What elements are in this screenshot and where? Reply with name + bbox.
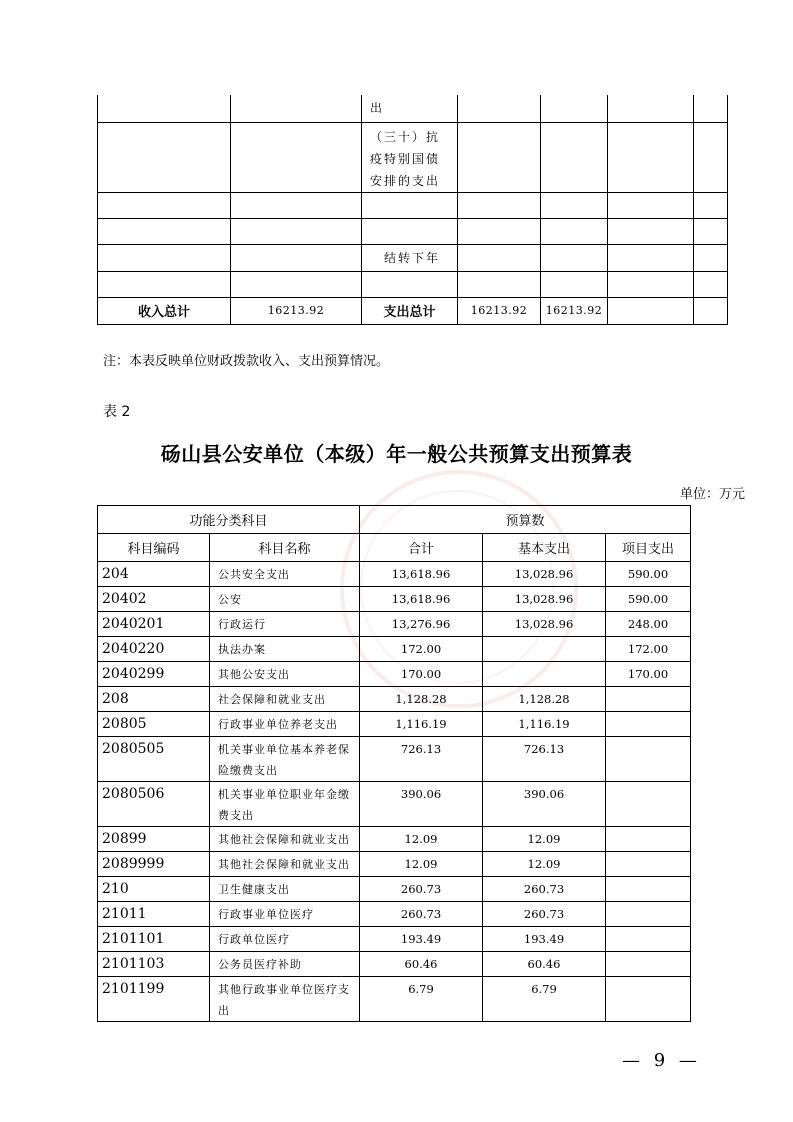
header-budget: 预算数: [360, 506, 691, 534]
table-row: [98, 902, 691, 927]
header-total: 合计: [360, 534, 483, 562]
subject-name: 其他社会保障和就业支出: [210, 827, 360, 852]
table-row: [98, 827, 691, 852]
table-row: [98, 562, 691, 587]
table-row: [98, 712, 691, 737]
subject-code: 2040299: [98, 662, 210, 687]
subject-code: 20402: [98, 587, 210, 612]
project-value: [606, 782, 691, 827]
total-value: 260.73: [360, 902, 483, 927]
subject-code: 2040220: [98, 637, 210, 662]
table-row: [98, 637, 691, 662]
table-row: [98, 662, 691, 687]
project-value: [606, 902, 691, 927]
basic-value: 1,116.19: [483, 712, 606, 737]
income-total-value: 16213.92: [231, 297, 362, 324]
expense-item: [362, 192, 458, 218]
total-value: 726.13: [360, 737, 483, 782]
total-value: 1,128.28: [360, 687, 483, 712]
table-row: [98, 587, 691, 612]
basic-value: 390.06: [483, 782, 606, 827]
total-value: 260.73: [360, 877, 483, 902]
header-basic: 基本支出: [483, 534, 606, 562]
header-name: 科目名称: [210, 534, 360, 562]
table-row: [98, 612, 691, 637]
table-note: 注：本表反映单位财政拨款收入、支出预算情况。: [103, 354, 390, 369]
subject-code: 210: [98, 877, 210, 902]
table-label: 表 2: [103, 404, 131, 420]
subject-code: 2101103: [98, 952, 210, 977]
project-value: [606, 852, 691, 877]
income-total-label: 收入总计: [98, 297, 231, 324]
subject-code: 2089999: [98, 852, 210, 877]
basic-value: 260.73: [483, 877, 606, 902]
table-row: [98, 927, 691, 952]
expense-item: 结转下年: [362, 244, 458, 271]
expense-item: （三十）抗疫特别国债安排的支出: [362, 122, 458, 192]
basic-value: [483, 662, 606, 687]
subject-code: 2080506: [98, 782, 210, 827]
expense-item: [362, 271, 458, 297]
table-header-row: [98, 506, 691, 534]
table-row: [98, 244, 728, 271]
expense-total-value: 16213.92: [458, 297, 541, 324]
table-row: [98, 877, 691, 902]
project-value: 590.00: [606, 562, 691, 587]
subject-name: 其他行政事业单位医疗支出: [210, 977, 360, 1022]
total-value: 172.00: [360, 637, 483, 662]
table-row: [98, 977, 691, 1022]
total-value: 1,116.19: [360, 712, 483, 737]
project-value: [606, 977, 691, 1022]
subject-name: 社会保障和就业支出: [210, 687, 360, 712]
subject-name: 卫生健康支出: [210, 877, 360, 902]
subject-name: 行政单位医疗: [210, 927, 360, 952]
subject-code: 21011: [98, 902, 210, 927]
basic-value: 260.73: [483, 902, 606, 927]
project-value: [606, 927, 691, 952]
basic-value: 13,028.96: [483, 587, 606, 612]
project-value: [606, 737, 691, 782]
total-value: 193.49: [360, 927, 483, 952]
expense-total-label: 支出总计: [362, 297, 458, 324]
basic-value: 726.13: [483, 737, 606, 782]
subject-name: 行政运行: [210, 612, 360, 637]
subject-name: 公共安全支出: [210, 562, 360, 587]
total-value: 170.00: [360, 662, 483, 687]
subject-code: 2040201: [98, 612, 210, 637]
basic-value: 12.09: [483, 827, 606, 852]
project-value: [606, 712, 691, 737]
subject-code: 2080505: [98, 737, 210, 782]
project-value: 590.00: [606, 587, 691, 612]
total-value: 13,618.96: [360, 562, 483, 587]
total-value: 60.46: [360, 952, 483, 977]
basic-value: 13,028.96: [483, 612, 606, 637]
total-value: 12.09: [360, 827, 483, 852]
basic-value: 12.09: [483, 852, 606, 877]
total-value: 13,276.96: [360, 612, 483, 637]
subject-name: 行政事业单位养老支出: [210, 712, 360, 737]
header-code: 科目编码: [98, 534, 210, 562]
basic-value: 60.46: [483, 952, 606, 977]
header-project: 项目支出: [606, 534, 691, 562]
subject-name: 其他社会保障和就业支出: [210, 852, 360, 877]
subject-code: 208: [98, 687, 210, 712]
subject-code: 20899: [98, 827, 210, 852]
basic-value: 13,028.96: [483, 562, 606, 587]
page-number: — 9 —: [622, 1050, 701, 1071]
total-value: 6.79: [360, 977, 483, 1022]
project-value: [606, 687, 691, 712]
project-value: [606, 877, 691, 902]
totals-row: [98, 297, 728, 324]
table-header-row: [98, 534, 691, 562]
project-value: [606, 827, 691, 852]
table-row: [98, 782, 691, 827]
subject-name: 公安: [210, 587, 360, 612]
subject-name: 执法办案: [210, 637, 360, 662]
project-value: 172.00: [606, 637, 691, 662]
basic-value: 6.79: [483, 977, 606, 1022]
subject-name: 公务员医疗补助: [210, 952, 360, 977]
expense-total-basic: 16213.92: [541, 297, 608, 324]
table-row: [98, 95, 728, 122]
subject-code: 2101101: [98, 927, 210, 952]
table-row: [98, 218, 728, 244]
project-value: 170.00: [606, 662, 691, 687]
table-row: [98, 852, 691, 877]
table-row: [98, 952, 691, 977]
header-function-category: 功能分类科目: [98, 506, 360, 534]
subject-name: 机关事业单位职业年金缴费支出: [210, 782, 360, 827]
expense-item: 出: [362, 95, 458, 122]
project-value: [606, 952, 691, 977]
basic-value: 193.49: [483, 927, 606, 952]
subject-name: 机关事业单位基本养老保险缴费支出: [210, 737, 360, 782]
table-row: [98, 737, 691, 782]
subject-name: 其他公安支出: [210, 662, 360, 687]
income-expense-table: [97, 95, 728, 325]
subject-code: 20805: [98, 712, 210, 737]
project-value: 248.00: [606, 612, 691, 637]
table-row: [98, 122, 728, 192]
expense-item: [362, 218, 458, 244]
basic-value: 1,128.28: [483, 687, 606, 712]
table-row: [98, 687, 691, 712]
unit-label: 单位：万元: [679, 487, 745, 502]
total-value: 12.09: [360, 852, 483, 877]
total-value: 13,618.96: [360, 587, 483, 612]
subject-name: 行政事业单位医疗: [210, 902, 360, 927]
page-title: 砀山县公安单位（本级）年一般公共预算支出预算表: [160, 442, 633, 466]
total-value: 390.06: [360, 782, 483, 827]
subject-code: 204: [98, 562, 210, 587]
subject-code: 2101199: [98, 977, 210, 1022]
table-row: [98, 192, 728, 218]
budget-expenditure-table: [97, 505, 691, 1022]
basic-value: [483, 637, 606, 662]
table-row: [98, 271, 728, 297]
